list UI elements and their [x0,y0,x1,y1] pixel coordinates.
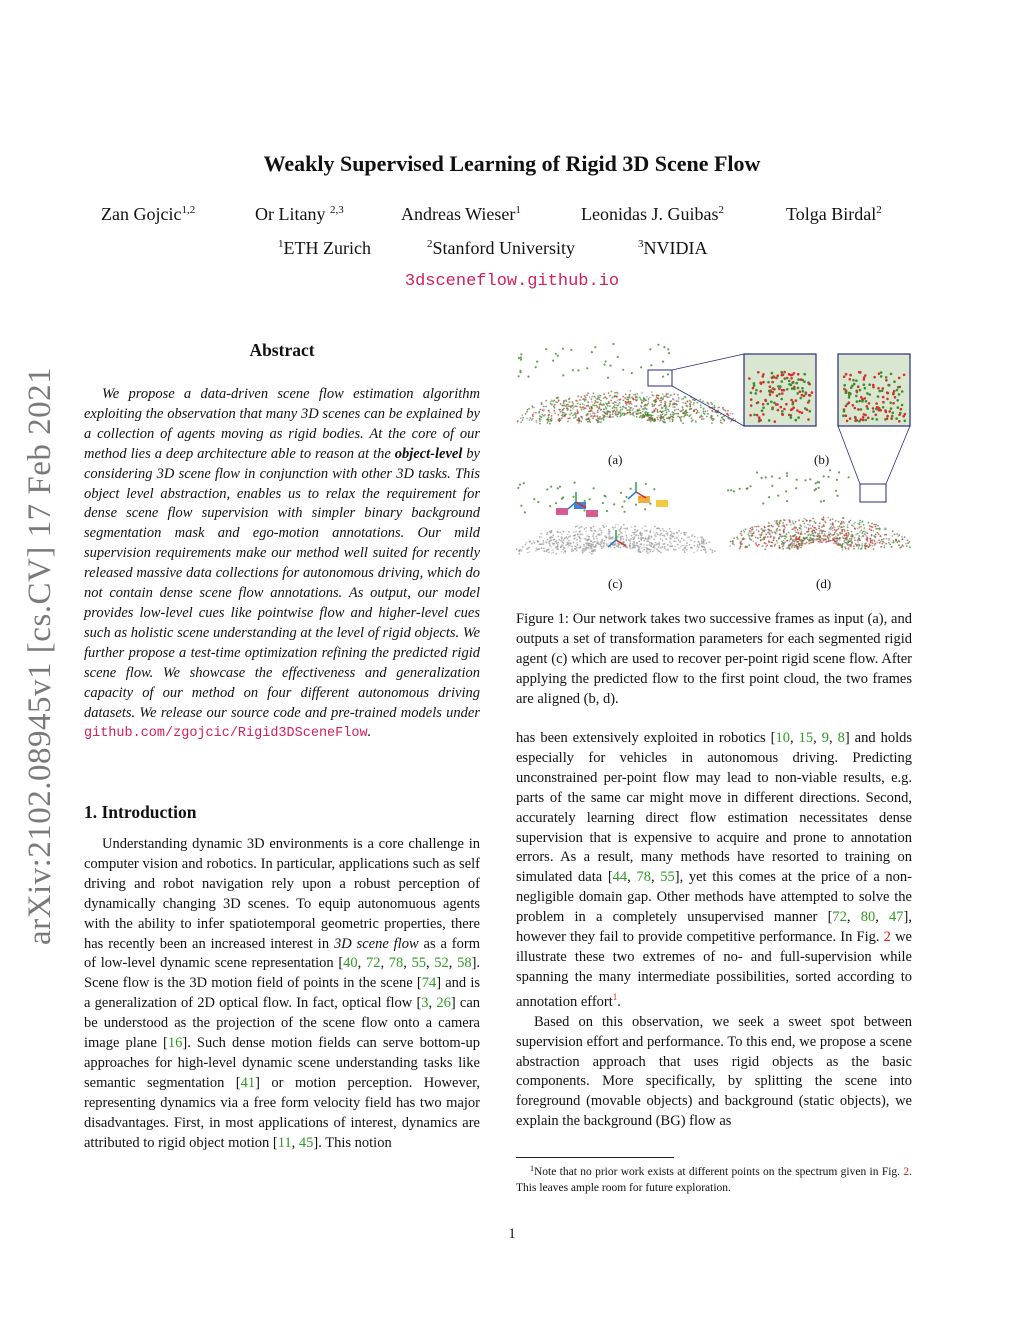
author: Andreas Wieser$^1$ [401,204,521,224]
panel-label: (a) [608,452,623,467]
figure-caption: Figure 1: Our network takes two successive frames as input (a), and outputs a set of transformation parameters for each segmented rigid agent (c) which are used to recover per-point rigid scene flow. After applying the predicted flow to the first point cloud, the two frames are aligned (b, d). [516,611,912,707]
footnote-marker[interactable]: 1 [612,991,618,1002]
arxiv-identifier: arXiv:2102.08945v1 [cs.CV] 17 Feb 2021 [22,366,58,945]
citation-link[interactable]: 52 [434,955,449,972]
citation-link[interactable]: 15 [798,730,814,746]
citation-link[interactable]: 10 [775,730,790,746]
figure-ref-link[interactable]: 2 [903,1166,910,1178]
author: Or Litany $^{2,3}$ [255,204,344,224]
citation-link[interactable]: 80 [860,909,876,926]
citation-link[interactable]: 55 [660,869,675,886]
abstract-text: We propose a data-driven scene flow estimation algorithm exploiting the observation that many 3D scenes can be explained by a collection of agents moving as rigid bodies. At the core of our method lies a deep architecture able to reason at the object-level by considering 3D scene flow in conjunction with other 3D tasks. This object level abstraction, enables us to relax the requirement for dense scene flow supervision with simpler binary background segmentation mask and ego-motion annotations. Our mild supervision requirements make our method well suited for recently released massive data collections for autonomous driving, which do not contain dense scene flow annotations. As output, our model provides low-level cues like pointwise flow and higher-level cues such as holistic scene understanding at the level of rigid objects. We further propose a test-time optimization refining the predicted rigid scene flow. We showcase the effectiveness and generalization capacity of our method on four different autonomous driving datasets. We release our source code and pre-trained models under github.com/zgojcic/Rigid3DSceneFlow. [84,386,480,742]
author: Tolga Birdal$^2$ [786,204,882,224]
citation-link[interactable]: 47 [889,909,904,926]
section-heading: 1. Introduction [84,802,197,822]
citation-link[interactable]: 11 [277,1134,292,1151]
abstract-heading: Abstract [249,340,315,360]
affiliation: $^2$Stanford University [427,238,575,258]
figure-ref-link[interactable]: 2 [883,929,891,946]
body-paragraph: Based on this observation, we seek a sweet spot between supervision effort and performance. To this end, we propose a scene abstraction approach that uses rigid objects as the basic components. More specifically, by splitting the scene into foreground (movable objects) and background (static objects), we explain the background (BG) flow as [516,1013,912,1130]
citation-link[interactable]: 16 [167,1035,183,1052]
page-number: 1 [508,1226,516,1242]
panel-b-zoom-crops [648,354,910,502]
point-cloud-figure [516,340,912,602]
citation-link[interactable]: 72 [832,909,847,926]
code-link[interactable]: github.com/zgojcic/Rigid3DSceneFlow [84,726,368,742]
intro-paragraph: Understanding dynamic 3D environments is a core challenge in computer vision and robotics. In particular, applications such as self driving and robot navigation rely upon a robust perception of dynamically changing 3D scenes. To equip autonomuous agents with the ability to infer spatiotemporal geometric properties, there has recently been an increased interest in 3D scene flow as a form of low-level dynamic scene representation [40, 72, 78, 55, 52, 58]. Scene flow is the 3D motion field of points in the scene [74] and is a generalization of 2D optical flow. In fact, optical flow [3, 26] can be understood as the projection of the scene flow onto a camera image plane [16]. Such dense motion fields can serve bottom-up approaches for high-level dynamic scene understanding tasks like semantic segmentation [41] or motion perception. However, representing dynamics via a free form velocity field has two major disadvantages. First, in most applications of interest, dynamics are attributed to rigid object motion [11, 45]. This notion [84,836,481,1151]
citation-link[interactable]: 41 [240,1074,256,1091]
citation-link[interactable]: 78 [636,869,651,886]
author-list [0,204,1024,228]
citation-link[interactable]: 72 [365,955,381,972]
body-text: has been extensively exploited in robotics [10, 15, 9, 8] and holds especially for vehicles in autonomous driving. Predicting unconstrained per-point flow may lead to non-viable results, e.g. parts of the same car might move in different directions. Second, accurately learning direct flow estimation necessitates dense supervision that is expensive to acquire and prone to annotation errors. As a result, many methods have resorted to training on simulated data [44, 78, 55], yet this comes at the price of a non-negligible domain gap. Other methods have attempted to solve the problem in a completely unsupervised manner [72, 80, 47], however they fail to provide competitive performance. In Fig. 2 we illustrate these two extremes of no- and full-supervision while spanning the many intermediate possibilities, sorted according to annotation effort$^1$. Based on this observation, we seek a sweet spot between supervision effort and performance. To this end, we propose a scene abstraction approach that uses rigid objects as the basic components. More specifically, by splitting the scene into foreground (movable objects) and background (static objects), we explain the background (BG) flow as [516,729,912,1132]
citation-link[interactable]: 44 [612,869,628,886]
author: Zan Gojcic$^{1,2}$ [101,204,196,224]
zoom-source-box [648,370,672,386]
citation-link[interactable]: 58 [457,955,472,972]
citation-link[interactable]: 45 [298,1134,314,1151]
citation-link[interactable]: 78 [388,955,404,972]
paper-title: Weakly Supervised Learning of Rigid 3D Scene Flow [263,151,761,176]
affiliation: $^3$NVIDIA [638,238,708,258]
footnote-rule [516,1157,674,1158]
citation-link[interactable]: 8 [837,730,845,746]
citation-link[interactable]: 55 [411,955,427,972]
author: Leonidas J. Guibas$^2$ [581,204,724,224]
zoom-source-box [860,484,886,502]
citation-link[interactable]: 40 [343,955,358,972]
project-url-link[interactable]: 3dsceneflow.github.io [404,272,620,291]
panel-label: (d) [816,576,832,591]
panel-label: (c) [608,576,623,591]
citation-link[interactable]: 3 [421,995,429,1012]
emphasis-text: object-level [394,445,463,462]
affiliation-list [0,238,1024,262]
panel-a-point-cloud [517,343,736,425]
panel-d-point-cloud [727,469,911,551]
figure-1 [516,340,912,602]
citation-link[interactable]: 74 [421,975,437,992]
citation-link[interactable]: 26 [436,995,451,1012]
affiliation: $^1$ETH Zurich [278,238,371,258]
citation-link[interactable]: 9 [821,730,829,746]
footnote: $^1$Note that no prior work exists at different points on the spectrum given in Fig. 2. This leaves ample room for future exploration. [516,1164,912,1194]
panel-label: (b) [814,452,830,467]
panel-c-point-cloud [516,482,716,555]
